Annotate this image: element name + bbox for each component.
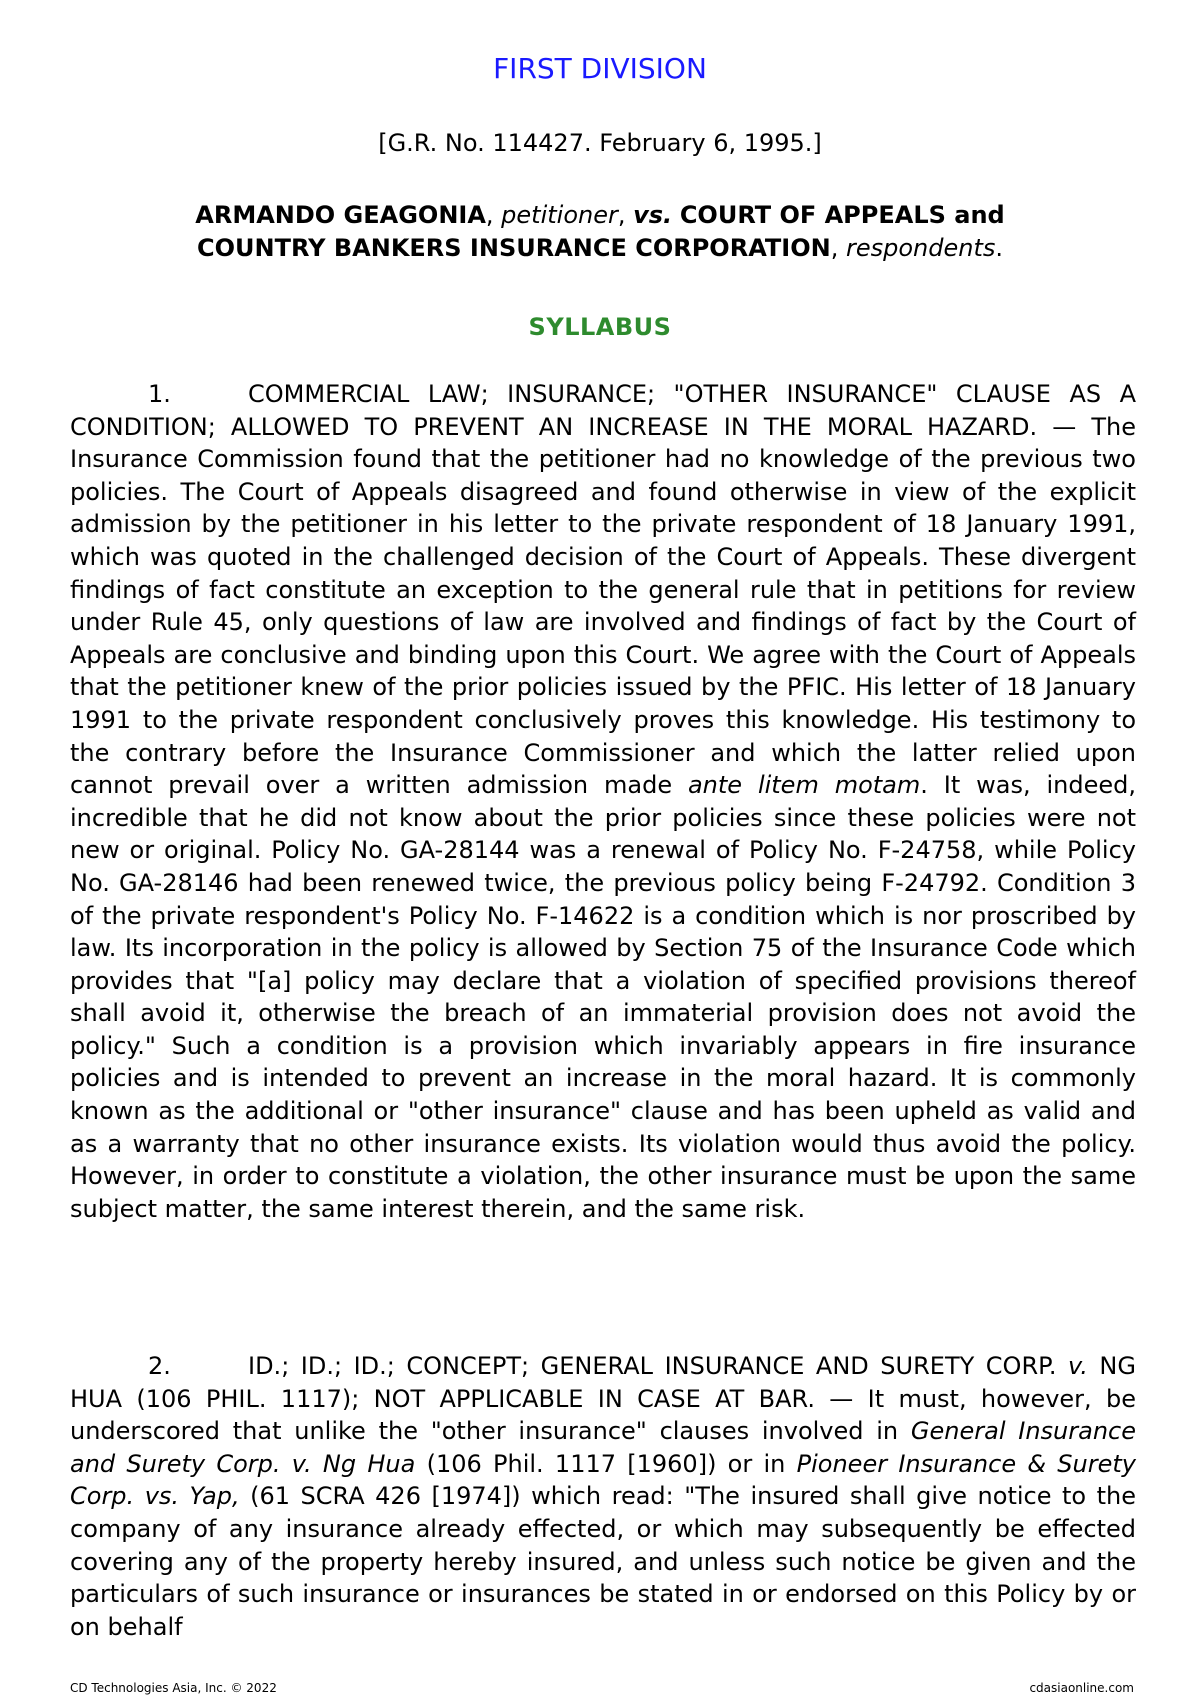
respondents-names-line2: COUNTRY BANKERS INSURANCE CORPORATION <box>197 234 831 262</box>
latin-phrase: ante litem motam <box>687 771 921 800</box>
syllabus-item-text: (106 Phil. 1117 [1960]) or in <box>426 1449 786 1478</box>
respondents-names-line1: COURT OF APPEALS and <box>679 201 1005 229</box>
case-number: [G.R. No. 114427. February 6, 1995.] <box>378 129 822 157</box>
syllabus-item-1 <box>70 378 1136 1225</box>
case-parties: ARMANDO GEAGONIA, petitioner, vs. COURT OF APPEALS and COUNTRY BANKERS INSURANCE CORPORATION, respondents. <box>195 201 1005 262</box>
respondents-role: respondents <box>845 234 996 262</box>
syllabus-item-text: . It was, indeed, incredible that he did not know about the prior policies since these policies were not new or original. Policy No. GA-28144 was a renewal of Policy No. F-24758, while Policy No. GA-28146 had been renewed twice, the previous policy being F-24792. Condition 3 of the private respondent's Policy No. F-14622 is a condition which is nor proscribed by law. Its incorporation in the policy is allowed by Section 75 of the Insurance Code which provides that "[a] policy may declare that a violation of specified provisions thereof shall avoid it, otherwise the breach of an immaterial provision does not avoid the policy." Such a condition is a provision which invariably appears in fire insurance policies and is intended to prevent an increase in the moral hazard. It is commonly known as the additional or "other insurance" clause and has been upheld as valid and as a warranty that no other insurance exists. Its violation would thus avoid the policy. However, in order to constitute a violation, the other insurance must be upon the same subject matter, the same interest therein, and the same risk. <box>70 771 1136 1223</box>
versus: vs. <box>633 201 673 229</box>
syllabus-item-number: 2. <box>148 1352 171 1380</box>
syllabus-item-2 <box>70 1350 1136 1643</box>
syllabus-item-title-cont: NG HUA (106 PHIL. 1117); NOT APPLICABLE IN CASE AT BAR. — <box>70 1352 1136 1413</box>
syllabus-item-title: COMMERCIAL LAW; INSURANCE; "OTHER INSURANCE" CLAUSE AS A CONDITION; ALLOWED TO PREVENT AN INCREASE IN THE MORAL HAZARD. — <box>70 380 1136 441</box>
division-heading: FIRST DIVISION <box>493 52 707 85</box>
syllabus-heading: SYLLABUS <box>528 313 672 341</box>
footer-website: cdasiaonline.com <box>1029 1681 1134 1695</box>
case-citation: General Insurance and Surety Corp. v. Ng Hua <box>70 1417 1136 1478</box>
syllabus-item-text: It must, however, be underscored that unlike the "other insurance" clauses involved in <box>70 1384 1137 1446</box>
syllabus-item-text: The Insurance Commission found that the petitioner had no knowledge of the previous two policies. The Court of Appeals disagreed and found otherwise in view of the explicit admission by the petitioner in his letter to the private respondent of 18 January 1991, which was quoted in the challenged decision of the Court of Appeals. These divergent findings of fact constitute an exception to the general rule that in petitions for review under Rule 45, only questions of law are involved and findings of fact by the Court of Appeals are conclusive and binding upon this Court. We agree with the Court of Appeals that the petitioner knew of the prior policies issued by the PFIC. His letter of 18 January 1991 to the private respondent conclusively proves this knowledge. His testimony to the contrary before the Insurance Commissioner and which the latter relied upon cannot prevail over a written admission made <box>70 412 1136 800</box>
petitioner-name: ARMANDO GEAGONIA <box>195 201 486 229</box>
versus-abbrev: v. <box>1068 1352 1088 1380</box>
case-citation: Pioneer Insurance & Surety Corp. vs. Yap, <box>70 1449 1136 1511</box>
petitioner-role: petitioner <box>501 201 618 229</box>
syllabus-item-title: ID.; ID.; ID.; CONCEPT; GENERAL INSURANCE AND SURETY CORP. <box>248 1352 1057 1380</box>
syllabus-item-number: 1. <box>148 380 171 408</box>
syllabus-item-text: (61 SCRA 426 [1974]) which read: "The insured shall give notice to the company of any insurance already effected, or which may subsequently be effected covering any of the property hereby insured, and unless such notice be given and the particulars of such insurance or insurances be stated in or endorsed on this Policy by or on behalf <box>70 1482 1136 1641</box>
footer-copyright: CD Technologies Asia, Inc. © 2022 <box>70 1681 277 1695</box>
